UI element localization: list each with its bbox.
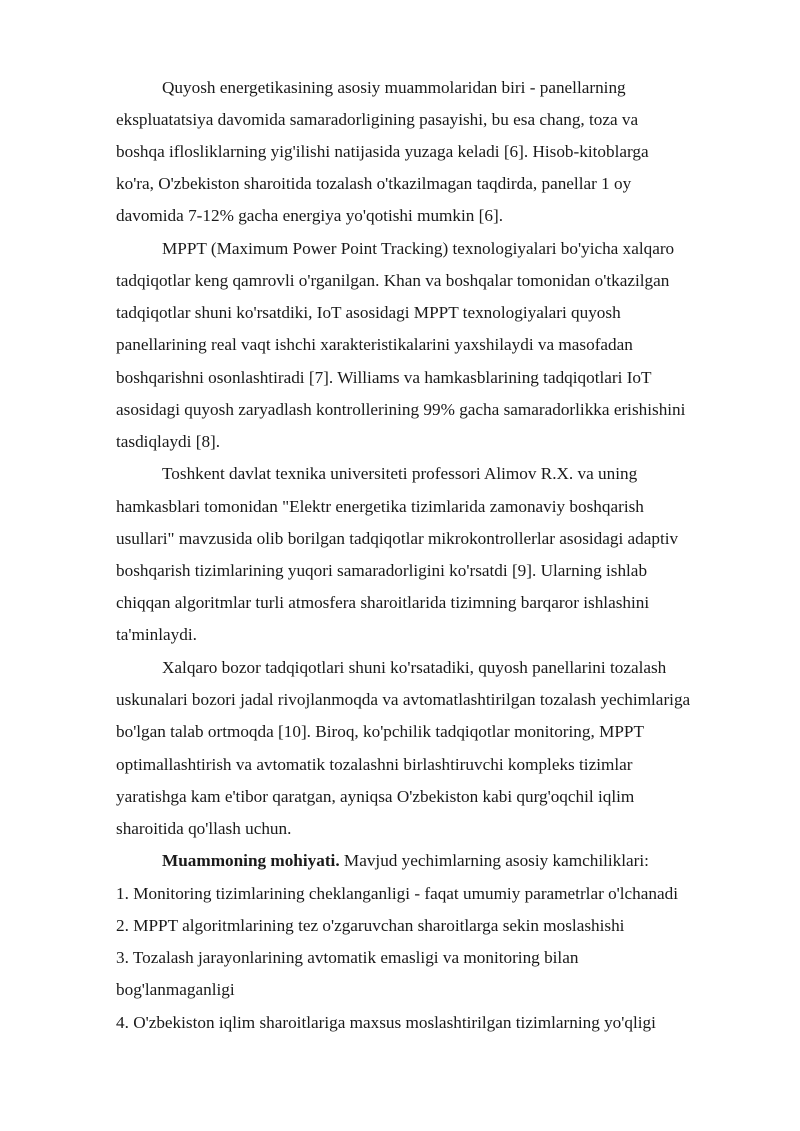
paragraph-3-line-6: ta'minlaydi. bbox=[116, 625, 197, 644]
paragraph-4-line-3: bo'lgan talab ortmoqda [10]. Biroq, ko'pchilik tadqiqotlar monitoring, MPPT bbox=[116, 722, 644, 741]
paragraph-3-line-2: hamkasblari tomonidan "Elektr energetika tizimlarida zamonaviy boshqarish bbox=[116, 497, 644, 516]
problem-item-4: 4. O'zbekiston iqlim sharoitlariga maxsus moslashtirilgan tizimlarning yo'qligi bbox=[116, 1013, 656, 1032]
paragraph-1-line-3: boshqa iflosliklarning yig'ilishi natijasida yuzaga keladi [6]. Hisob-kitoblarga bbox=[116, 142, 649, 161]
paragraph-4-line-4: optimallashtirish va avtomatik tozalashni birlashtiruvchi kompleks tizimlar bbox=[116, 755, 633, 774]
problem-item-3-continued: bog'lanmaganligi bbox=[116, 980, 235, 999]
paragraph-3-line-3: usullari" mavzusida olib borilgan tadqiqotlar mikrokontrollerlar asosidagi adaptiv bbox=[116, 529, 679, 548]
problem-item-2: 2. MPPT algoritmlarining tez o'zgaruvchan sharoitlarga sekin moslashishi bbox=[116, 916, 625, 935]
paragraph-3-line-4: boshqarish tizimlarining yuqori samaradorligini ko'rsatdi [9]. Ularning ishlab bbox=[116, 561, 648, 580]
paragraph-1-line-1: Quyosh energetikasining asosiy muammolaridan biri - panellarning bbox=[162, 78, 626, 97]
problem-heading-line bbox=[162, 850, 649, 872]
paragraph-1-line-4: ko'ra, O'zbekiston sharoitida tozalash o'tkazilmagan taqdirda, panellar 1 oy bbox=[116, 174, 632, 193]
paragraph-2-line-6: asosidagi quyosh zaryadlash kontrollerining 99% gacha samaradorlikka erishishini bbox=[116, 400, 686, 419]
paragraph-3-line-5: chiqqan algoritmlar turli atmosfera sharoitlarida tizimning barqaror ishlashini bbox=[116, 593, 650, 612]
problem-intro: Mavjud yechimlarning asosiy kamchiliklari: bbox=[339, 851, 649, 870]
problem-heading: Muammoning mohiyati. bbox=[162, 851, 340, 870]
paragraph-2-line-7: tasdiqlaydi [8]. bbox=[116, 432, 221, 451]
paragraph-4-line-5: yaratishga kam e'tibor qaratgan, ayniqsa O'zbekiston kabi qurg'oqchil iqlim bbox=[116, 787, 635, 806]
paragraph-2-line-3: tadqiqotlar shuni ko'rsatdiki, IoT asosidagi MPPT texnologiyalari quyosh bbox=[116, 303, 621, 322]
paragraph-4-line-1: Xalqaro bozor tadqiqotlari shuni ko'rsatadiki, quyosh panellarini tozalash bbox=[162, 658, 667, 677]
paragraph-3-line-1: Toshkent davlat texnika universiteti professori Alimov R.X. va uning bbox=[162, 464, 638, 483]
paragraph-4-line-2: uskunalari bozori jadal rivojlanmoqda va avtomatlashtirilgan tozalash yechimlariga bbox=[116, 690, 691, 709]
paragraph-2-line-2: tadqiqotlar keng qamrovli o'rganilgan. Khan va boshqalar tomonidan o'tkazilgan bbox=[116, 271, 670, 290]
paragraph-1-line-5: davomida 7-12% gacha energiya yo'qotishi mumkin [6]. bbox=[116, 206, 504, 225]
paragraph-2-line-1: MPPT (Maximum Power Point Tracking) texnologiyalari bo'yicha xalqaro bbox=[162, 239, 675, 258]
paragraph-2-line-4: panellarining real vaqt ishchi xarakteristikalarini yaxshilaydi va masofadan bbox=[116, 335, 633, 354]
paragraph-4-line-6: sharoitida qo'llash uchun. bbox=[116, 819, 292, 838]
paragraph-2-line-5: boshqarishni osonlashtiradi [7]. Williams va hamkasblarining tadqiqotlari IoT bbox=[116, 368, 652, 387]
problem-item-1: 1. Monitoring tizimlarining cheklanganligi - faqat umumiy parametrlar o'lchanadi bbox=[116, 884, 679, 903]
paragraph-1-line-2: ekspluatatsiya davomida samaradorligining pasayishi, bu esa chang, toza va bbox=[116, 110, 639, 129]
problem-item-3: 3. Tozalash jarayonlarining avtomatik emasligi va monitoring bilan bbox=[116, 948, 579, 967]
